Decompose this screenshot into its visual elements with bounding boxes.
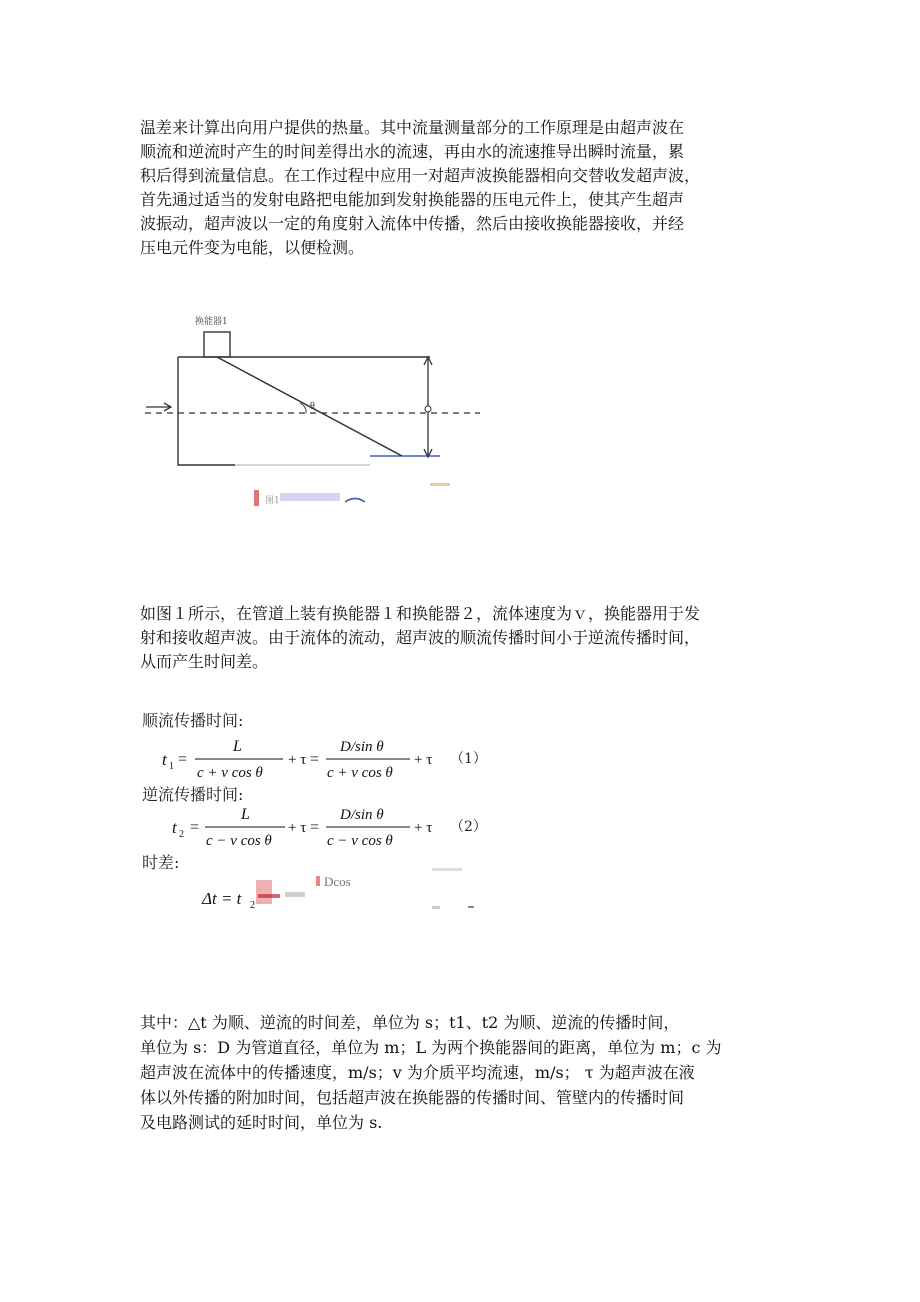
formula-graphic xyxy=(140,708,500,928)
upstream-heading: 逆流传播时间: xyxy=(142,785,244,804)
smudge xyxy=(258,894,280,898)
equation-number-2: （2） xyxy=(450,819,487,835)
text-line: 其中：△t 为顺、逆流的时间差，单位为 s；t1、t2 为顺、逆流的传播时间， xyxy=(140,1013,680,1032)
t1-symbol: t xyxy=(162,750,167,769)
t2-symbol: t xyxy=(172,818,177,837)
smudge xyxy=(468,906,474,908)
eq2-denominator: c − v cos θ xyxy=(206,833,272,849)
text-line: 顺流和逆流时产生的时间差得出水的流速，再由水的流速推导出瞬时流量，累 xyxy=(140,142,685,161)
text-line: 单位为 s：D 为管道直径，单位为 m；L 为两个换能器间的距离，单位为 m；c 为 xyxy=(140,1038,722,1057)
delta-subscript: 2 xyxy=(250,900,255,911)
downstream-heading: 顺流传播时间: xyxy=(142,711,244,730)
pipe-left-wall xyxy=(178,357,235,465)
angle-label: θ xyxy=(310,401,315,412)
tau-term: + τ xyxy=(414,820,433,836)
eq1-denominator: c + v cos θ xyxy=(197,765,263,781)
text-line: 超声波在流体中的传播速度，m/s；v 为介质平均流速，m/s； τ 为超声波在液 xyxy=(140,1063,695,1082)
smudge xyxy=(256,880,272,904)
equals-sign: = xyxy=(310,819,320,836)
diameter-mark xyxy=(425,406,431,412)
eq2-denominator-2: c − v cos θ xyxy=(327,833,393,849)
equation-number-1: （1） xyxy=(450,751,487,767)
transducer-1-box xyxy=(204,332,230,357)
tau-term: + τ xyxy=(414,752,433,768)
caption-smudge xyxy=(254,490,259,506)
t2-subscript: 2 xyxy=(179,829,184,840)
text-line: 及电路测试的延时时间，单位为 s. xyxy=(140,1113,383,1132)
eq2-numerator-l: L xyxy=(241,806,250,823)
text-line: 首先通过适当的发射电路把电能加到发射换能器的压电元件上，使其产生超声 xyxy=(140,190,685,209)
paragraph-figure-description xyxy=(140,602,800,674)
smudge xyxy=(285,892,305,897)
eq2-numerator-d: D/sin θ xyxy=(340,807,384,823)
smudge xyxy=(316,876,320,886)
eq1-denominator-2: c + v cos θ xyxy=(327,765,393,781)
caption-smudge xyxy=(345,499,365,503)
text-line: 如图１所示，在管道上装有换能器１和换能器２，流体速度为ｖ，换能器用于发 xyxy=(140,604,701,623)
text-line: 温差来计算出向用户提供的热量。其中流量测量部分的工作原理是由超声波在 xyxy=(140,118,685,137)
tau-term: + τ xyxy=(288,820,307,836)
pipe-diagram-figure xyxy=(140,307,485,517)
text-line: 压电元件变为电能，以便检测。 xyxy=(140,238,365,257)
smudge xyxy=(432,868,462,871)
text-line: 从而产生时间差。 xyxy=(140,652,269,671)
tau-term: + τ xyxy=(288,752,307,768)
text-line: 体以外传播的附加时间，包括超声波在换能器的传播时间、管壁内的传播时间 xyxy=(140,1088,685,1107)
diff-heading: 时差: xyxy=(142,853,180,872)
delta-t-lhs: Δt = t xyxy=(202,889,242,908)
caption-smudge xyxy=(280,493,340,501)
smudge xyxy=(432,906,440,909)
caption-fragment: 图1 xyxy=(265,496,280,506)
text-line: 射和接收超声波。由于流体的流动，超声波的顺流传播时间小于逆流传播时间， xyxy=(140,628,701,647)
text-line: 积后得到流量信息。在工作过程中应用一对超声波换能器相向交替收发超声波， xyxy=(140,166,701,185)
pipe-diagram xyxy=(140,307,485,517)
equals-sign: = xyxy=(190,819,200,836)
formula-block xyxy=(140,708,500,928)
paragraph-variable-definitions xyxy=(140,1010,800,1135)
text-line: 波振动，超声波以一定的角度射入流体中传播，然后由接收换能器接收，并经 xyxy=(140,214,685,233)
smudged-fragment: Dcos xyxy=(324,874,351,889)
eq1-numerator-l: L xyxy=(233,738,242,755)
eq1-numerator-d: D/sin θ xyxy=(340,739,384,755)
equals-sign: = xyxy=(178,751,188,768)
transducer-label: 换能器1 xyxy=(195,317,228,327)
t1-subscript: 1 xyxy=(169,761,174,772)
caption-smudge xyxy=(430,483,450,486)
paragraph-intro xyxy=(140,116,800,260)
equals-sign: = xyxy=(310,751,320,768)
